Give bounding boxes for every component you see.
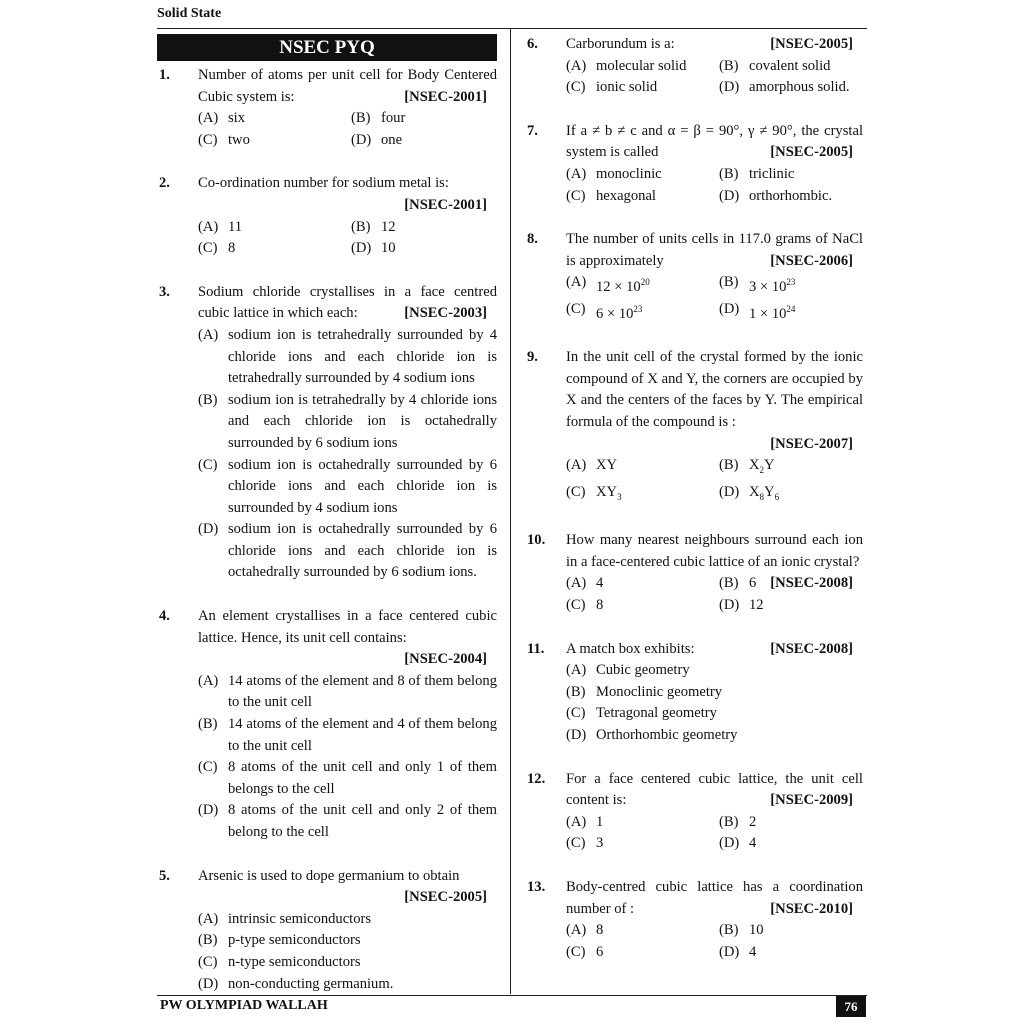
option-item[interactable]	[198, 130, 351, 152]
question-text-content: Number of atoms per unit cell for Body Centered Cubic system is:	[198, 67, 497, 105]
header-rule	[157, 28, 867, 29]
option-item[interactable]	[566, 660, 863, 682]
question-item	[525, 877, 863, 963]
option-text: 4	[749, 835, 757, 852]
option-text: non-conducting germanium.	[228, 975, 394, 992]
right-column	[525, 34, 863, 985]
option-label: (C)	[566, 943, 586, 960]
option-text: Cubic geometry	[596, 662, 690, 679]
option-text: 14 atoms of the element and 4 of them belong to the unit cell	[228, 716, 497, 754]
question-text	[198, 282, 497, 325]
option-item[interactable]	[566, 164, 719, 186]
question-text: Co-ordination number for sodium metal is:	[198, 175, 449, 192]
option-sup: 23	[633, 303, 643, 314]
option-item[interactable]	[566, 942, 719, 964]
option-item[interactable]	[198, 455, 497, 520]
option-item[interactable]	[351, 238, 497, 260]
options	[566, 660, 863, 746]
question-item	[525, 639, 863, 747]
option-text: six	[228, 110, 246, 127]
question-number: 13.	[527, 878, 546, 895]
option-label: (A)	[566, 922, 587, 939]
option-label: (B)	[351, 110, 371, 127]
option-base: XY	[596, 483, 618, 500]
question-text-content: Sodium chloride crystallises in a face centred cubic lattice in which each:	[198, 283, 497, 322]
question-text	[198, 65, 497, 108]
left-question-list	[157, 65, 497, 995]
option-text: 8	[596, 597, 604, 613]
option-text	[749, 272, 863, 298]
options	[566, 920, 863, 963]
source-tag: [NSEC-2009]	[770, 792, 853, 809]
option-text: 12	[749, 597, 764, 613]
source-tag: [NSEC-2008]	[770, 640, 853, 657]
option-text: two	[228, 131, 250, 148]
question-number: 4.	[159, 608, 170, 625]
option-base: XY	[596, 457, 618, 474]
option-text: Tetragonal geometry	[596, 705, 717, 722]
option-item[interactable]	[198, 714, 497, 757]
option-label: (B)	[351, 218, 371, 235]
source-tag: [NSEC-2005]	[770, 36, 853, 52]
page-header-title: Solid State	[157, 6, 222, 21]
option-text: 6	[749, 575, 757, 592]
option-label: (B)	[566, 683, 586, 700]
question-text-content: The number of units cells in 117.0 grams of NaCl is approximately	[566, 231, 863, 269]
option-label: (C)	[566, 300, 586, 317]
left-column	[157, 34, 497, 1017]
option-text: sodium ion is tetrahedrally surrounded by 4 chloride ions and each chloride ion is tetrahedrally surrounded by 4 sodium ions	[228, 326, 497, 387]
question-number: 3.	[159, 283, 170, 300]
option-item[interactable]	[719, 272, 863, 298]
option-label: (A)	[198, 326, 219, 343]
option-text: intrinsic semiconductors	[228, 910, 372, 927]
option-item[interactable]	[719, 812, 863, 834]
question-text: In the unit cell of the crystal formed by the ionic compound of X and Y, the corners are occupied by X and the centers of the faces by Y. The empirical formula of the compound is :	[566, 349, 863, 431]
option-label: (B)	[719, 922, 739, 939]
option-item[interactable]	[719, 595, 770, 617]
option-text: 4	[596, 575, 604, 592]
option-text	[596, 272, 719, 298]
question-number: 1.	[159, 67, 170, 83]
option-text: 8	[228, 240, 236, 257]
option-text: 12	[381, 218, 396, 235]
option-label: (D)	[719, 483, 740, 500]
option-item[interactable]	[566, 77, 719, 99]
option-text: orthorhombic.	[749, 187, 833, 204]
option-label: (D)	[719, 835, 740, 852]
question-item	[525, 769, 863, 855]
option-label: (A)	[198, 110, 219, 127]
option-item[interactable]	[198, 974, 497, 996]
option-text: 10	[749, 922, 764, 939]
option-text: four	[381, 110, 406, 127]
source-tag: [NSEC-2001]	[404, 196, 487, 213]
source-tag: [NSEC-2001]	[404, 88, 487, 105]
option-item[interactable]	[719, 56, 863, 78]
source-tag: [NSEC-2004]	[404, 651, 487, 668]
option-item[interactable]	[198, 217, 351, 239]
option-item[interactable]	[198, 930, 497, 952]
question-text	[566, 877, 863, 920]
option-label: (B)	[719, 575, 739, 592]
option-label: (D)	[719, 300, 740, 317]
option-sup: 20	[640, 277, 650, 288]
option-item[interactable]	[566, 920, 719, 942]
option-text	[596, 299, 719, 325]
option-base: X	[749, 483, 760, 500]
question-number: 9.	[527, 349, 538, 366]
question-text	[566, 229, 863, 272]
option-label: (B)	[198, 716, 218, 733]
options	[566, 812, 863, 855]
option-label: (C)	[198, 456, 218, 473]
option-text: Orthorhombic geometry	[596, 726, 738, 743]
question-text: An element crystallises in a face centered cubic lattice. Hence, its unit cell contains:	[198, 608, 497, 646]
option-label: (A)	[566, 575, 587, 592]
option-label: (A)	[566, 662, 587, 679]
option-item[interactable]	[566, 725, 863, 747]
question-item	[157, 866, 497, 996]
option-item[interactable]	[351, 108, 497, 130]
option-base: 3 × 10	[749, 279, 787, 296]
option-text: 8 atoms of the unit cell and only 1 of them belongs to the cell	[228, 759, 497, 797]
footer-rule	[157, 995, 867, 996]
option-item[interactable]	[566, 272, 719, 298]
option-item[interactable]	[566, 56, 719, 78]
question-text-content: A match box exhibits:	[566, 640, 695, 657]
options	[198, 909, 497, 995]
question-number: 2.	[159, 175, 170, 192]
question-number: 11.	[527, 640, 545, 657]
option-text: 2	[749, 813, 757, 830]
option-text: 4	[749, 943, 757, 960]
question-text-content: How many nearest neighbours surround each ion in a face-centered cubic lattice of an ionic crystal?	[566, 532, 863, 570]
option-item[interactable]	[719, 299, 863, 325]
option-text: ionic solid	[596, 79, 658, 96]
option-text: 11	[228, 218, 243, 235]
question-number: 8.	[527, 231, 538, 248]
option-label: (C)	[566, 705, 586, 722]
page-number: 76	[836, 996, 866, 1017]
question-item	[157, 173, 497, 259]
source-tag: [NSEC-2008]	[770, 575, 853, 592]
question-text-content: Carborundum is a:	[566, 36, 675, 52]
option-label: (C)	[566, 597, 586, 613]
source-tag: [NSEC-2005]	[770, 144, 853, 161]
source-tag: [NSEC-2005]	[404, 889, 487, 906]
option-sub: 6	[774, 491, 780, 502]
option-label: (D)	[351, 131, 372, 148]
options	[566, 573, 770, 616]
option-text: 10	[381, 240, 396, 257]
option-item[interactable]	[198, 800, 497, 843]
option-item[interactable]	[719, 164, 863, 186]
question-item	[525, 347, 863, 508]
option-label: (A)	[198, 218, 219, 235]
option-label: (B)	[198, 391, 218, 408]
option-item[interactable]	[566, 833, 719, 855]
option-sub: 3	[617, 491, 622, 502]
option-base: 6 × 10	[596, 305, 634, 322]
option-text	[749, 455, 863, 482]
option-text: triclinic	[749, 165, 795, 182]
option-item[interactable]	[198, 757, 497, 800]
options	[566, 164, 863, 207]
option-item[interactable]	[198, 952, 497, 974]
option-item[interactable]	[566, 455, 719, 482]
option-item[interactable]	[719, 833, 863, 855]
question-number: 6.	[527, 36, 538, 52]
options	[566, 56, 863, 99]
option-label: (D)	[198, 975, 219, 992]
question-text	[566, 639, 863, 661]
question-text: Arsenic is used to dope germanium to obtain	[198, 867, 460, 884]
question-text	[566, 34, 863, 56]
option-text	[596, 482, 719, 509]
option-item[interactable]	[719, 77, 863, 99]
question-text-content: If a ≠ b ≠ c and α = β = 90°, γ ≠ 90°, the crystal system is called	[566, 122, 863, 161]
option-label: (D)	[198, 802, 219, 819]
options	[566, 455, 863, 508]
option-text: sodium ion is tetrahedrally by 4 chloride ions and each chloride ion is octahedrally surrounded by 6 sodium ions	[228, 391, 497, 451]
option-text: monoclinic	[596, 165, 662, 182]
option-text: sodium ion is octahedrally surrounded by 6 chloride ions and each chloride ion is surrounded by 4 sodium ions	[228, 456, 497, 516]
option-text: 3	[596, 835, 604, 852]
option-label: (A)	[566, 274, 587, 291]
option-label: (C)	[566, 835, 586, 852]
option-text	[749, 299, 863, 325]
option-label: (B)	[719, 457, 739, 474]
question-item	[525, 530, 863, 616]
option-text: amorphous solid.	[749, 79, 850, 96]
option-label: (D)	[198, 521, 219, 538]
option-item[interactable]	[198, 519, 497, 584]
options	[566, 272, 863, 325]
option-sub: 2	[759, 465, 765, 476]
question-item	[157, 65, 497, 151]
option-item[interactable]	[566, 573, 719, 595]
option-label: (D)	[351, 240, 372, 257]
option-label: (B)	[198, 932, 218, 949]
option-text: molecular solid	[596, 57, 687, 74]
option-label: (D)	[719, 597, 740, 613]
option-label: (B)	[719, 274, 739, 291]
option-text: Monoclinic geometry	[596, 683, 723, 700]
option-base: Y	[764, 483, 775, 500]
option-base: 12 × 10	[596, 279, 641, 296]
option-item[interactable]	[719, 455, 863, 482]
option-item[interactable]	[566, 703, 863, 725]
option-base: Y	[764, 457, 775, 474]
section-title: NSEC PYQ	[157, 34, 497, 61]
option-item[interactable]	[719, 482, 863, 509]
question-item	[525, 34, 863, 99]
option-item[interactable]	[198, 325, 497, 390]
option-text: hexagonal	[596, 187, 656, 204]
question-text-content: For a face centered cubic lattice, the unit cell content is:	[566, 770, 863, 809]
option-label: (D)	[566, 726, 587, 743]
question-number: 7.	[527, 122, 538, 139]
option-item[interactable]	[198, 238, 351, 260]
option-text: 1	[596, 813, 604, 830]
option-label: (C)	[198, 131, 218, 148]
option-label: (A)	[566, 165, 587, 182]
options	[198, 325, 497, 584]
option-label: (D)	[719, 943, 740, 960]
option-item[interactable]	[719, 573, 770, 595]
column-divider	[510, 29, 511, 994]
footer-brand: PW OLYMPIAD WALLAH	[160, 998, 328, 1013]
option-text: covalent solid	[749, 57, 831, 74]
right-question-list	[525, 34, 863, 963]
question-number: 10.	[527, 532, 546, 549]
option-base: 1 × 10	[749, 305, 787, 322]
option-label: (A)	[566, 813, 587, 830]
option-sup: 23	[786, 277, 796, 288]
option-item[interactable]	[566, 595, 719, 617]
question-item	[157, 606, 497, 844]
options	[198, 671, 497, 844]
source-tag: [NSEC-2006]	[770, 252, 853, 269]
options	[198, 108, 497, 151]
option-label: (C)	[566, 187, 586, 204]
option-label: (A)	[566, 457, 587, 474]
option-item[interactable]	[566, 299, 719, 325]
question-text-content: Body-centred cubic lattice has a coordination number of :	[566, 878, 863, 917]
option-label: (C)	[566, 483, 586, 500]
question-item	[525, 121, 863, 207]
option-base: X	[749, 457, 760, 474]
option-item[interactable]	[198, 108, 351, 130]
option-label: (C)	[198, 240, 218, 257]
option-label: (C)	[198, 759, 218, 776]
option-text	[749, 482, 863, 509]
option-item[interactable]	[566, 482, 719, 509]
option-item[interactable]	[351, 130, 497, 152]
option-item[interactable]	[719, 920, 863, 942]
question-text	[566, 530, 863, 592]
option-label: (B)	[719, 813, 739, 830]
options	[198, 217, 497, 260]
option-sup: 24	[786, 303, 796, 314]
option-label: (C)	[566, 79, 586, 96]
question-number: 5.	[159, 867, 170, 884]
option-item[interactable]	[198, 390, 497, 455]
option-sub: 8	[759, 491, 765, 502]
option-label: (B)	[719, 165, 739, 182]
option-label: (D)	[719, 79, 740, 96]
option-text: sodium ion is octahedrally surrounded by 6 chloride ions and each chloride ion is octahedrally surrounded by 6 sodium ions.	[228, 521, 497, 581]
option-item[interactable]	[719, 942, 863, 964]
option-text: 6	[596, 943, 604, 960]
question-item	[525, 229, 863, 325]
option-text: 8	[596, 922, 604, 939]
option-label: (B)	[719, 57, 739, 74]
option-label: (C)	[198, 953, 218, 970]
option-label: (A)	[198, 910, 219, 927]
question-number: 12.	[527, 770, 546, 787]
option-item[interactable]	[198, 909, 497, 931]
option-text: 8 atoms of the unit cell and only 2 of them belong to the cell	[228, 802, 497, 840]
source-tag: [NSEC-2010]	[770, 900, 853, 917]
source-tag: [NSEC-2003]	[404, 305, 487, 322]
option-item[interactable]	[566, 682, 863, 704]
question-item	[157, 282, 497, 584]
option-label: (A)	[566, 57, 587, 74]
option-text: one	[381, 131, 403, 148]
option-item[interactable]	[566, 186, 719, 208]
question-text	[566, 769, 863, 812]
option-item[interactable]	[719, 186, 863, 208]
option-item[interactable]	[198, 671, 497, 714]
option-label: (D)	[719, 187, 740, 204]
option-text	[596, 455, 719, 482]
question-text	[566, 121, 863, 164]
option-item[interactable]	[351, 217, 497, 239]
option-text: n-type semiconductors	[228, 953, 361, 970]
option-text: 14 atoms of the element and 8 of them belong to the unit cell	[228, 672, 497, 711]
option-item[interactable]	[566, 812, 719, 834]
option-label: (A)	[198, 672, 219, 689]
option-text: p-type semiconductors	[228, 932, 361, 949]
source-tag: [NSEC-2007]	[770, 435, 853, 452]
